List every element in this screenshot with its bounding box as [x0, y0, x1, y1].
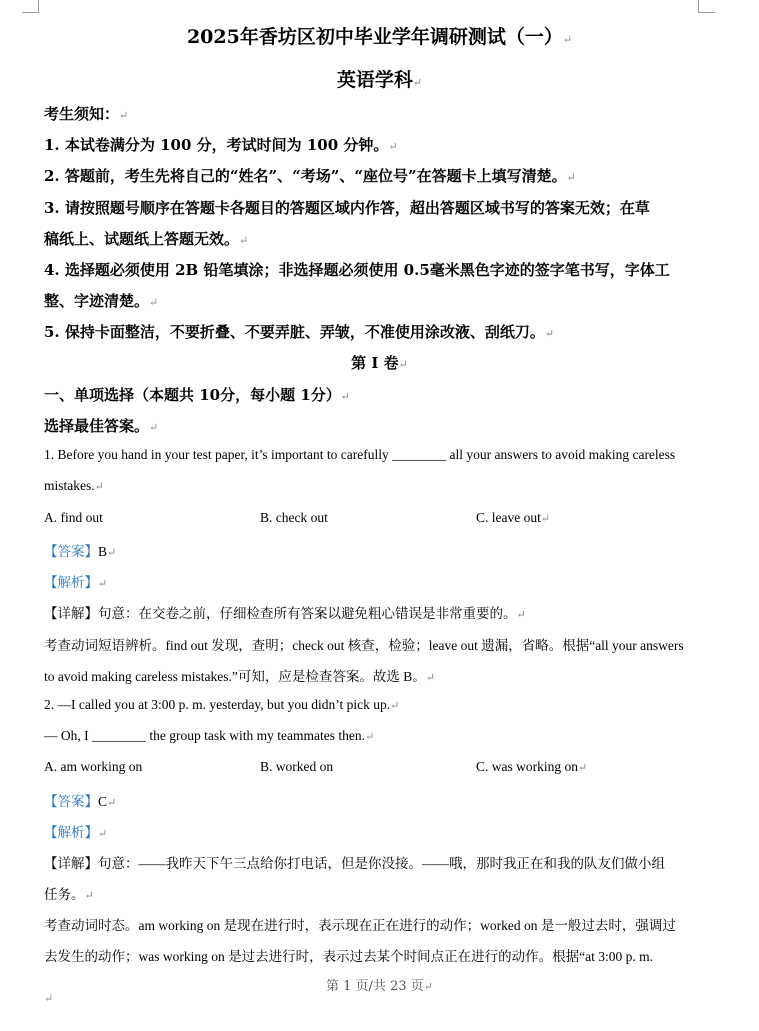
- exam-title: 2025年香坊区初中毕业学年调研测试（一）↵: [186, 26, 573, 48]
- q1-stem-cont: mistakes.↵: [44, 478, 104, 493]
- q2-option-c: C. was working on↵: [476, 759, 588, 774]
- q1-option-b: B. check out: [260, 510, 328, 525]
- notice-item-3: 3. 请按照题号顺序在答题卡各题目的答题区域内作答，超出答题区域书写的答案无效；在草: [44, 199, 650, 217]
- q2-stem-cont: — Oh, I ________ the group task with my teammates then.↵: [44, 728, 375, 743]
- notice-heading: 考生须知：↵: [44, 105, 129, 123]
- q2-stem: 2. —I called you at 3:00 p. m. yesterday, but you didn’t pick up.↵: [44, 697, 400, 712]
- corner-mark-left: [22, 0, 39, 13]
- q2-detail-cont: 任务。↵: [44, 887, 94, 902]
- page-footer: 第 1 页/共 23 页↵: [326, 979, 433, 994]
- q2-explanation: 考查动词时态。am working on 是现在进行时，表示现在正在进行的动作；worked on 是一般过去时，强调过: [44, 918, 676, 933]
- q2-answer: 【答案】C↵: [44, 794, 117, 809]
- q2-explanation-cont: 去发生的动作；was working on 是过去进行时，表示过去某个时间点正在进行的动作。根据“at 3:00 p. m.: [44, 949, 653, 964]
- notice-item-1: 1. 本试卷满分为 100 分，考试时间为 100 分钟。↵: [44, 136, 398, 154]
- notice-item-4-cont: 整、字迹清楚。↵: [44, 292, 159, 310]
- section-instruction: 选择最佳答案。↵: [44, 417, 159, 435]
- trailing-paragraph-mark: ↵: [44, 992, 54, 1005]
- notice-item-3-cont: 稿纸上、试题纸上答题无效。↵: [44, 230, 249, 248]
- q2-option-b: B. worked on: [260, 759, 334, 774]
- notice-item-2: 2. 答题前，考生先将自己的“姓名”、“考场”、“座位号”在答题卡上填写清楚。↵: [44, 167, 576, 185]
- q1-option-c: C. leave out↵: [476, 510, 551, 525]
- exam-subject: 英语学科↵: [336, 69, 423, 91]
- corner-mark-right: [698, 0, 715, 13]
- q1-detail: 【详解】句意：在交卷之前，仔细检查所有答案以避免粗心错误是非常重要的。↵: [44, 606, 526, 621]
- part-title: 第 I 卷↵: [351, 354, 408, 372]
- q1-answer: 【答案】B↵: [44, 544, 117, 559]
- notice-item-5: 5. 保持卡面整洁，不要折叠、不要弄脏、弄皱，不准使用涂改液、刮纸刀。↵: [44, 323, 555, 341]
- q1-explanation: 考查动词短语辨析。find out 发现，查明；check out 核查，检验；leave out 遗漏，省略。根据“all your answers: [44, 638, 684, 653]
- section-heading: 一、单项选择（本题共 10分，每小题 1分）↵: [44, 386, 350, 404]
- q1-analysis-label: 【解析】↵: [44, 575, 108, 590]
- q1-explanation-cont: to avoid making careless mistakes.”可知，应是检查答案。故选 B。↵: [44, 669, 435, 684]
- q2-option-a: A. am working on: [44, 759, 143, 774]
- q1-stem: 1. Before you hand in your test paper, it’s important to carefully ________ all your answers to avoid making careless: [44, 447, 676, 462]
- notice-item-4: 4. 选择题必须使用 2B 铅笔填涂；非选择题必须使用 0.5毫米黑色字迹的签字笔书写，字体工: [44, 261, 670, 279]
- q1-option-a: A. find out: [44, 510, 103, 525]
- q2-analysis-label: 【解析】↵: [44, 825, 108, 840]
- q2-detail: 【详解】句意：——我昨天下午三点给你打电话，但是你没接。——哦，那时我正在和我的队友们做小组: [44, 856, 665, 871]
